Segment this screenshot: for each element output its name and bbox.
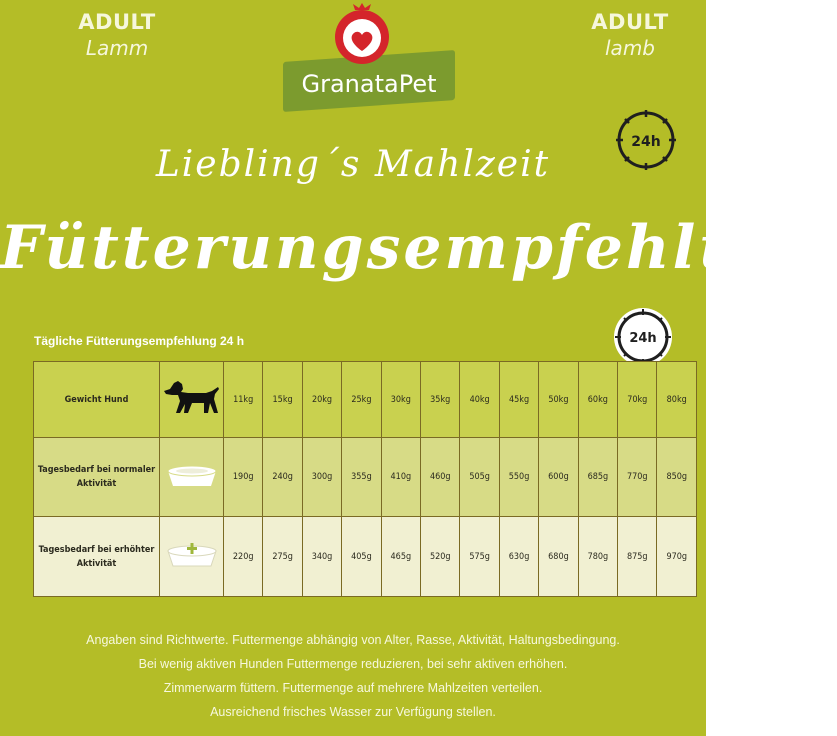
high-amount-cell: 465g <box>381 517 420 597</box>
weight-cell: 15kg <box>263 362 302 438</box>
normal-amount-cell: 505g <box>460 438 499 517</box>
weight-cell: 35kg <box>421 362 460 438</box>
weight-cell: 40kg <box>460 362 499 438</box>
bowl-icon-cell <box>160 438 224 517</box>
dog-icon <box>162 379 222 417</box>
food-bowl-plus-icon <box>165 540 219 570</box>
normal-amount-cell: 770g <box>618 438 657 517</box>
weight-cell: 30kg <box>381 362 420 438</box>
note-line: Bei wenig aktiven Hunden Futtermenge reduzieren, bei sehr aktiven erhöhen. <box>138 657 568 671</box>
table-row-weights <box>34 362 697 438</box>
table-row-normal-activity <box>34 438 697 517</box>
table-subtitle: Tägliche Fütterungsempfehlung 24 h <box>34 334 245 348</box>
normal-amount-cell: 850g <box>657 438 697 517</box>
high-amount-cell: 275g <box>263 517 302 597</box>
normal-amount-cell: 410g <box>381 438 420 517</box>
normal-amount-cell: 460g <box>421 438 460 517</box>
age-label-left: ADULT <box>78 10 156 34</box>
feeding-notes <box>0 628 706 724</box>
normal-amount-cell: 240g <box>263 438 302 517</box>
age-label-right: ADULT <box>591 10 669 34</box>
normal-amount-cell: 685g <box>578 438 617 517</box>
high-activity-header: Tagesbedarf bei erhöhter Aktivität <box>34 517 160 597</box>
weight-cell: 11kg <box>224 362 263 438</box>
weight-cell: 80kg <box>657 362 697 438</box>
high-amount-cell: 520g <box>421 517 460 597</box>
weight-cell: 50kg <box>539 362 578 438</box>
high-amount-cell: 220g <box>224 517 263 597</box>
product-label-german <box>42 10 192 60</box>
normal-amount-cell: 600g <box>539 438 578 517</box>
flavor-label-right: lamb <box>605 36 655 60</box>
high-amount-cell: 970g <box>657 517 697 597</box>
feeding-table <box>33 361 697 597</box>
weight-cell: 60kg <box>578 362 617 438</box>
high-amount-cell: 780g <box>578 517 617 597</box>
weight-cell: 20kg <box>302 362 341 438</box>
clock-label-top: 24h <box>631 134 661 150</box>
note-line: Ausreichend frisches Wasser zur Verfügung stellen. <box>210 705 496 719</box>
product-label-english <box>555 10 705 60</box>
high-amount-cell: 630g <box>499 517 538 597</box>
high-amount-cell: 405g <box>342 517 381 597</box>
normal-activity-header: Tagesbedarf bei normaler Aktivität <box>34 438 160 517</box>
food-bowl-icon <box>165 462 219 490</box>
weight-cell: 45kg <box>499 362 538 438</box>
brand-logo <box>283 4 463 114</box>
high-amount-cell: 875g <box>618 517 657 597</box>
note-line: Angaben sind Richtwerte. Futtermenge abhängig von Alter, Rasse, Aktivität, Haltungsbedingung. <box>86 633 620 647</box>
table-row-high-activity <box>34 517 697 597</box>
clock-label-small: 24h <box>629 331 657 346</box>
headline-main: Fütterungsempfehlung <box>0 213 837 283</box>
weight-cell: 70kg <box>618 362 657 438</box>
high-amount-cell: 680g <box>539 517 578 597</box>
flavor-label-left: Lamm <box>85 36 149 60</box>
dog-icon-cell <box>160 362 224 438</box>
bowl-plus-icon-cell <box>160 517 224 597</box>
normal-amount-cell: 300g <box>302 438 341 517</box>
brand-name: GranataPet <box>301 70 437 98</box>
note-line: Zimmerwarm füttern. Futtermenge auf mehrere Mahlzeiten verteilen. <box>163 681 543 695</box>
clock-24h-small-icon <box>612 306 674 368</box>
pomegranate-heart-icon <box>325 4 399 70</box>
normal-amount-cell: 550g <box>499 438 538 517</box>
normal-amount-cell: 355g <box>342 438 381 517</box>
weights-header: Gewicht Hund <box>34 362 160 438</box>
weight-cell: 25kg <box>342 362 381 438</box>
high-amount-cell: 575g <box>460 517 499 597</box>
normal-amount-cell: 190g <box>224 438 263 517</box>
high-amount-cell: 340g <box>302 517 341 597</box>
headline-top: Liebling´s Mahlzeit <box>155 144 551 185</box>
